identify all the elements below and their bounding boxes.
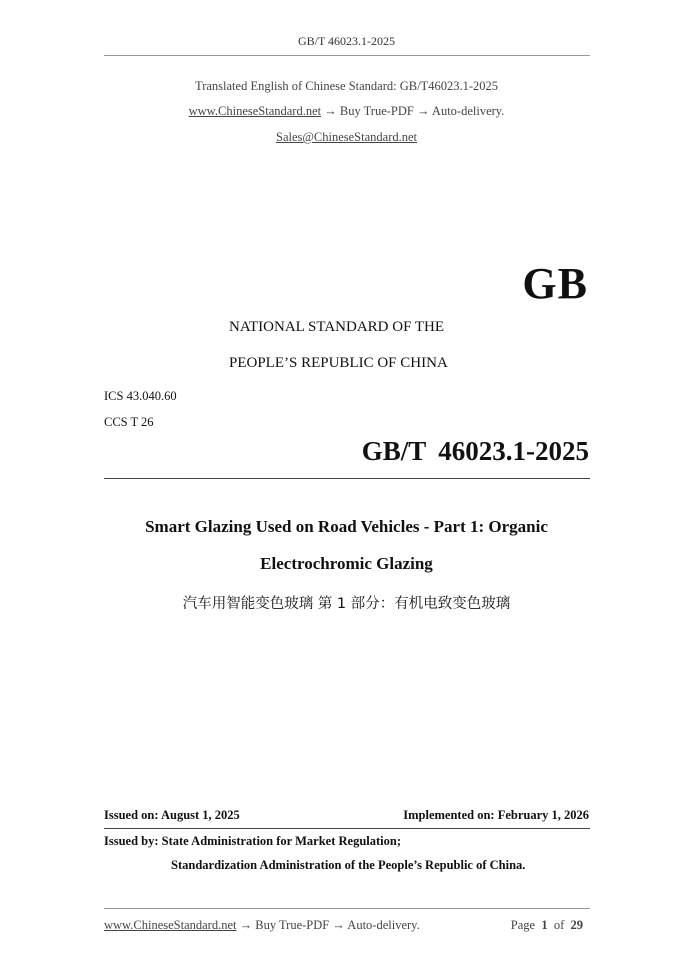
page-of: of bbox=[553, 918, 565, 932]
code-rule bbox=[104, 478, 590, 479]
issuer-line2: Standardization Administration of the People’s Republic of China. bbox=[171, 858, 526, 872]
purchase-text: → Buy True-PDF → Auto-delivery. bbox=[321, 104, 505, 118]
title-line2: Electrochromic Glazing bbox=[260, 554, 433, 573]
footer-purchase-text: → Buy True-PDF → Auto-delivery. bbox=[236, 918, 420, 932]
standard-code bbox=[362, 436, 589, 467]
email-link[interactable]: Sales@ChineseStandard.net bbox=[276, 130, 417, 144]
code-prefix: GB/T bbox=[361, 436, 427, 466]
email-line bbox=[0, 130, 693, 145]
implemented-date: Implemented on: February 1, 2026 bbox=[403, 808, 589, 822]
page-current: 1 bbox=[541, 918, 548, 932]
chinese-title: 汽车用智能变色玻璃 第 1 部分：有机电致变色玻璃 bbox=[182, 596, 511, 612]
page-number bbox=[511, 918, 583, 933]
code-number: 46023.1-2025 bbox=[438, 436, 589, 466]
footer-rule bbox=[104, 908, 590, 909]
issuer-line1: Issued by: State Administration for Market Regulation; bbox=[104, 834, 401, 848]
page-label: Page bbox=[510, 918, 536, 932]
purchase-line bbox=[0, 104, 693, 119]
footer-purchase bbox=[104, 918, 420, 933]
gb-logo: GB bbox=[522, 259, 588, 308]
ics-code: ICS 43.040.60 bbox=[104, 389, 177, 403]
ccs-code: CCS T 26 bbox=[104, 415, 154, 429]
header-rule bbox=[104, 55, 590, 56]
title-line1: Smart Glazing Used on Road Vehicles - Part 1: Organic bbox=[145, 517, 548, 536]
footer-site-link[interactable]: www.ChineseStandard.net bbox=[104, 918, 237, 932]
site-link[interactable]: www.ChineseStandard.net bbox=[188, 104, 322, 118]
page-total: 29 bbox=[570, 918, 583, 932]
issued-date: Issued on: August 1, 2025 bbox=[104, 808, 240, 822]
dates-rule bbox=[104, 828, 590, 829]
running-header: GB/T 46023.1-2025 bbox=[297, 34, 396, 48]
national-standard-line2: PEOPLE’S REPUBLIC OF CHINA bbox=[229, 355, 448, 371]
national-standard-line1: NATIONAL STANDARD OF THE bbox=[229, 319, 445, 335]
translation-notice: Translated English of Chinese Standard: GB/T46023.1-2025 bbox=[195, 79, 498, 93]
